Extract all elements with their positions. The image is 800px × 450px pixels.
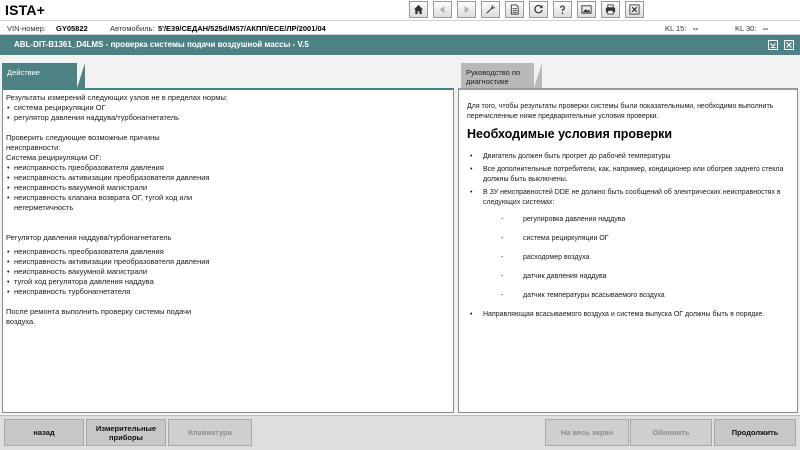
instruments-button[interactable]: Измерительные приборы — [86, 419, 166, 446]
vin-value: GY05822 — [56, 24, 88, 33]
refresh-button[interactable]: Обновить — [630, 419, 712, 446]
minimize-icon — [769, 41, 777, 49]
tab-guide-corner — [534, 63, 542, 88]
boost-heading: Регулятор давления наддува/турбонагнетатель — [6, 233, 172, 242]
tab-action-label: Действие — [7, 68, 40, 77]
app-title: ISTA+ — [5, 2, 46, 18]
tab-action[interactable] — [2, 63, 77, 88]
screenshot-button[interactable] — [577, 1, 596, 18]
back-button[interactable]: назад — [4, 419, 84, 446]
car-label: Автомобиль: — [110, 24, 155, 33]
title-bar — [0, 0, 800, 20]
action-footer: После ремонта выполнить проверку системы подачи воздуха. — [6, 307, 192, 326]
documents-button[interactable] — [505, 1, 524, 18]
conditions-list — [467, 152, 792, 320]
tab-diagnosis-guide-label: Руководство по диагностике — [466, 68, 521, 86]
service-functions-button[interactable] — [481, 1, 500, 18]
help-button[interactable] — [553, 1, 572, 18]
list-item: • неисправность турбонагнетателя — [6, 287, 221, 297]
list-item: • неисправность активизации преобразователя давления — [6, 173, 221, 183]
refresh-icon — [533, 4, 544, 15]
main-toolbar — [409, 1, 649, 19]
car-value: 5'/E39/СЕДАН/525d/M57/АКПП/ЕСЕ/ЛР/2001/04 — [158, 24, 326, 33]
list-item: • неисправность вакуумной магистрали — [6, 267, 221, 277]
guide-intro: Для того, чтобы результаты проверки системы были показательными, необходимо выполнить перечисленные ниже предварительные условия проверки. — [467, 103, 774, 120]
tab-action-corner — [77, 63, 85, 88]
boost-list — [6, 247, 446, 297]
list-item: - система рециркуляции ОГ — [483, 234, 792, 244]
fullscreen-button[interactable]: На весь экран — [545, 419, 629, 446]
tab-diagnosis-guide[interactable] — [461, 63, 534, 88]
arrow-right-icon — [461, 4, 472, 15]
list-item: • неисправность вакуумной магистрали — [6, 183, 221, 193]
vehicle-info-bar — [0, 20, 800, 35]
home-icon — [413, 4, 424, 15]
intro-list — [6, 103, 446, 123]
kl30-label: KL 30: — [735, 24, 757, 33]
egr-heading: Система рециркуляции ОГ: — [6, 153, 102, 162]
module-title: ABL-DIT-B1361_D4LMS - проверка системы подачи воздушной массы - V.5 — [14, 40, 309, 49]
vin-label: VIN-номер: — [7, 24, 46, 33]
diagnosis-guide-panel — [458, 88, 798, 413]
close-icon — [629, 4, 640, 15]
list-item: • неисправность активизации преобразователя давления — [6, 257, 221, 267]
measure-button[interactable] — [529, 1, 548, 18]
list-item: - датчик давления наддува — [483, 272, 792, 282]
list-item: • регулятор давления наддува/турбонагнетатель — [6, 113, 221, 123]
module-close-button[interactable] — [784, 40, 794, 50]
minimize-button[interactable] — [768, 40, 778, 50]
print-icon — [605, 4, 616, 15]
egr-list — [6, 163, 446, 213]
close-button[interactable] — [625, 1, 644, 18]
kl15-label: KL 15: — [665, 24, 687, 33]
list-item: • Направляющая всасываемого воздуха и система выпуска ОГ должны быть в порядке. — [467, 310, 792, 320]
kl15-value: -- — [693, 24, 698, 33]
guide-text — [467, 102, 792, 323]
list-item: • система рециркуляции ОГ — [6, 103, 221, 113]
check-heading: Проверить следующие возможные причины неисправности: — [6, 133, 160, 152]
list-item: • тугой ход регулятора давления наддува — [6, 277, 221, 287]
systems-list — [483, 215, 792, 301]
list-item: • неисправность преобразователя давления — [6, 163, 221, 173]
image-icon — [581, 4, 592, 15]
continue-button[interactable]: Продолжить — [714, 419, 796, 446]
home-button[interactable] — [409, 1, 428, 18]
print-button[interactable] — [601, 1, 620, 18]
module-header — [0, 35, 800, 55]
guide-heading: Необходимые условия проверки — [467, 127, 673, 141]
list-item: - регулировка давления наддува — [483, 215, 792, 225]
forward-nav-button[interactable] — [457, 1, 476, 18]
back-nav-button[interactable] — [433, 1, 452, 18]
list-item: - расходомер воздуха — [483, 253, 792, 263]
wrench-icon — [485, 4, 496, 15]
question-icon — [557, 4, 568, 15]
list-item — [467, 188, 792, 301]
kl30-value: -- — [763, 24, 768, 33]
keyboard-button[interactable]: Клавиатура — [168, 419, 252, 446]
arrow-left-icon — [437, 4, 448, 15]
bottom-button-bar — [0, 415, 800, 450]
close-icon — [785, 41, 793, 49]
action-intro: Результаты измерений следующих узлов не в пределах нормы: — [6, 93, 228, 102]
list-item: - датчик температуры всасываемого воздуха — [483, 291, 792, 301]
action-panel — [2, 88, 454, 413]
condition-text: В ЗУ неисправностей DDE не должно быть сообщений об электрических неисправностях в следующих системах: — [483, 189, 781, 206]
list-item: • неисправность клапана возврата ОГ, тугой ход или негерметичность — [6, 193, 221, 213]
list-item: • неисправность преобразователя давления — [6, 247, 221, 257]
document-icon — [509, 4, 520, 15]
list-item: • Двигатель должен быть прогрет до рабочей температуры — [467, 152, 792, 162]
list-item: • Все дополнительные потребители, как, например, кондиционер или обогрев заднего стекла должны быть выключены. — [467, 165, 792, 185]
action-text — [6, 93, 446, 327]
